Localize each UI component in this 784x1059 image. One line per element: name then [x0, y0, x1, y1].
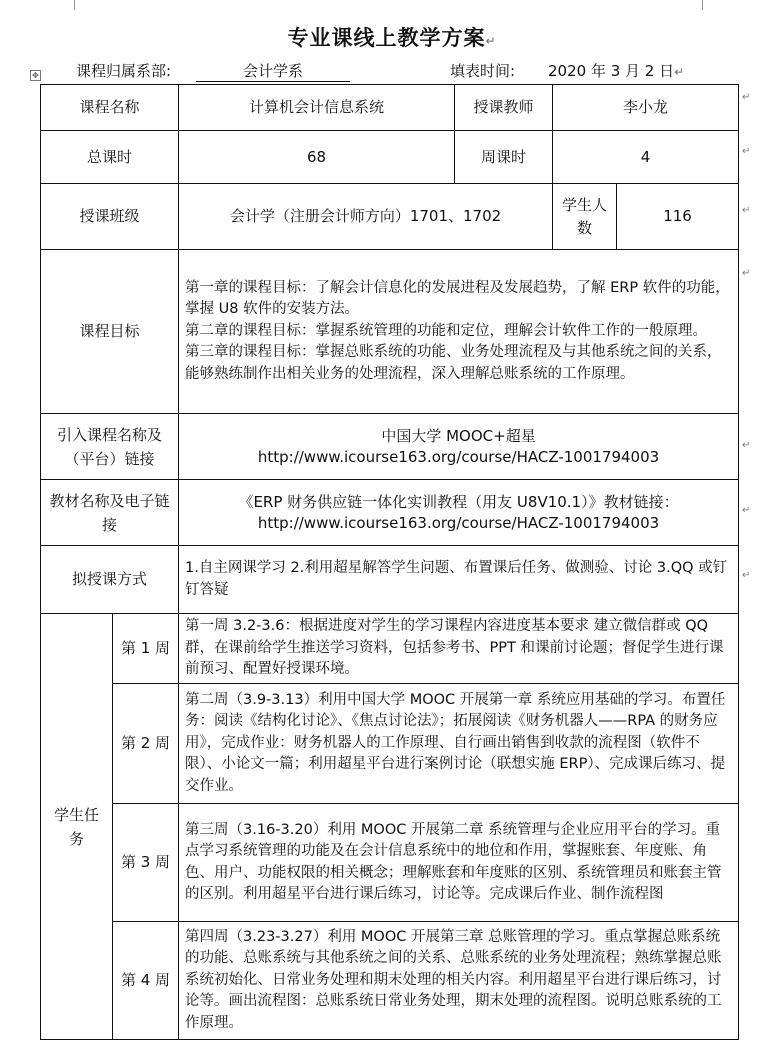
week-task: 第四周（3.23-3.27）利用 MOOC 开展第三章 总账管理的学习。重点掌握总账系统的功能、总账系统与其他系统之间的关系、总账系统的业务处理流程；熟练掌握总账系统初始化、日常业务处理和期末处理的相关内容。利用超星平台进行课后练习，讨论等。画出流程图：总账系统日常业务处理，期末处理的流程图。说明总账系统的工作原理。	[179, 922, 739, 1040]
textbook-label: 教材名称及电子链接	[41, 480, 179, 546]
dept-label: 课程归属系部:	[76, 62, 172, 80]
class-label: 授课班级	[41, 184, 179, 250]
course-name: 计算机会计信息系统	[179, 85, 455, 131]
textbook-link[interactable]: http://www.icourse163.org/course/HACZ-1001794003	[257, 513, 660, 532]
goal-label: 课程目标	[41, 250, 179, 414]
date-label: 填表时间:	[450, 62, 516, 80]
platform-name: 中国大学 MOOC+超星	[381, 426, 536, 445]
textbook-info	[179, 480, 739, 546]
row-end-mark: ↵	[742, 92, 751, 103]
goal-chapter-3: 第三章的课程目标：掌握总账系统的功能、业务处理流程及与其他系统之间的关系，能够熟练制作出相关业务的处理流程，深入理解总账系统的工作原理。	[185, 344, 722, 382]
row-end-mark: ↵	[742, 205, 751, 216]
total-hours-label: 总课时	[41, 131, 179, 184]
textbook-name: 《ERP 财务供应链一体化实训教程（用友 U8V10.1）》教材链接：	[238, 492, 679, 511]
week-task: 第三周（3.16-3.20）利用 MOOC 开展第二章 系统管理与企业应用平台的学习。重点学习系统管理的功能及在会计信息系统中的地位和作用，掌握账套、年度账、角色、用户、功能权限的相关概念；理解账套和年度账的区别、系统管理员和账套主管的区别。利用超星平台进行课后练习，讨论等。完成课后作业、制作流程图	[179, 804, 739, 922]
course-goals	[179, 250, 739, 414]
week-label: 第 2 周	[113, 684, 179, 804]
week-label: 第 4 周	[113, 922, 179, 1040]
week-task: 第一周 3.2-3.6：根据进度对学生的学习课程内容进度基本要求 建立微信群或 QQ 群，在课前给学生推送学习资料，包括参考书、PPT 和课前讨论题；督促学生进行课前预习、配置好授课环境。	[179, 614, 739, 684]
table-move-handle-icon[interactable]: ✥	[30, 70, 41, 81]
goal-chapter-2: 第二章的课程目标：掌握系统管理的功能和定位，理解会计软件工作的一般原理。	[185, 322, 708, 339]
teaching-method: 1.自主网课学习 2.利用超星解答学生问题、布置课后任务、做测验、讨论 3.QQ 或钉钉答疑	[179, 546, 739, 614]
dept-value: 会计学系	[196, 60, 350, 82]
platform-label: 引入课程名称及（平台）链接	[41, 414, 179, 480]
row-end-mark: ↵	[742, 146, 751, 157]
tasks-label: 学生任务	[41, 614, 113, 1040]
course-name-label: 课程名称	[41, 85, 179, 131]
teacher-label: 授课教师	[455, 85, 553, 131]
row-end-mark: ↵	[742, 570, 751, 581]
document-title: 专业课线上教学方案↵	[287, 26, 497, 50]
week-label: 第 3 周	[113, 804, 179, 922]
weekly-hours-label: 周课时	[455, 131, 553, 184]
week-task: 第二周（3.9-3.13）利用中国大学 MOOC 开展第一章 系统应用基础的学习。布置任务：阅读《结构化讨论》、《焦点讨论法》；拓展阅读《财务机器人——RPA 的财务应用》，完成作业：财务机器人的工作原理、自行画出销售到收款的流程图（软件不限）、小论文一篇；利用超星平台进行案例讨论（联想实施 ERP）、完成课后练习、提交作业。	[179, 684, 739, 804]
row-end-mark: ↵	[742, 268, 751, 279]
goal-chapter-1: 第一章的课程目标：了解会计信息化的发展进程及发展趋势，了解 ERP 软件的功能，掌握 U8 软件的安装方法。	[185, 279, 730, 318]
form-meta-line	[0, 60, 784, 82]
teacher-name: 李小龙	[553, 85, 739, 131]
row-end-mark: ↵	[742, 505, 751, 516]
date-value: 2020 年 3 月 2 日↵	[548, 62, 685, 80]
platform-info	[179, 414, 739, 480]
weekly-hours: 4	[553, 131, 739, 184]
page-corner-mark	[702, 0, 717, 10]
students-label: 学生人数	[553, 184, 617, 250]
class-value: 会计学（注册会计师方向）1701、1702	[179, 184, 553, 250]
plan-table	[40, 84, 739, 1040]
row-end-mark: ↵	[742, 440, 751, 451]
week-label: 第 1 周	[113, 614, 179, 684]
total-hours: 68	[179, 131, 455, 184]
method-label: 拟授课方式	[41, 546, 179, 614]
students-count: 116	[617, 184, 739, 250]
page-corner-mark	[60, 0, 75, 10]
platform-link[interactable]: http://www.icourse163.org/course/HACZ-1001794003	[257, 447, 660, 466]
